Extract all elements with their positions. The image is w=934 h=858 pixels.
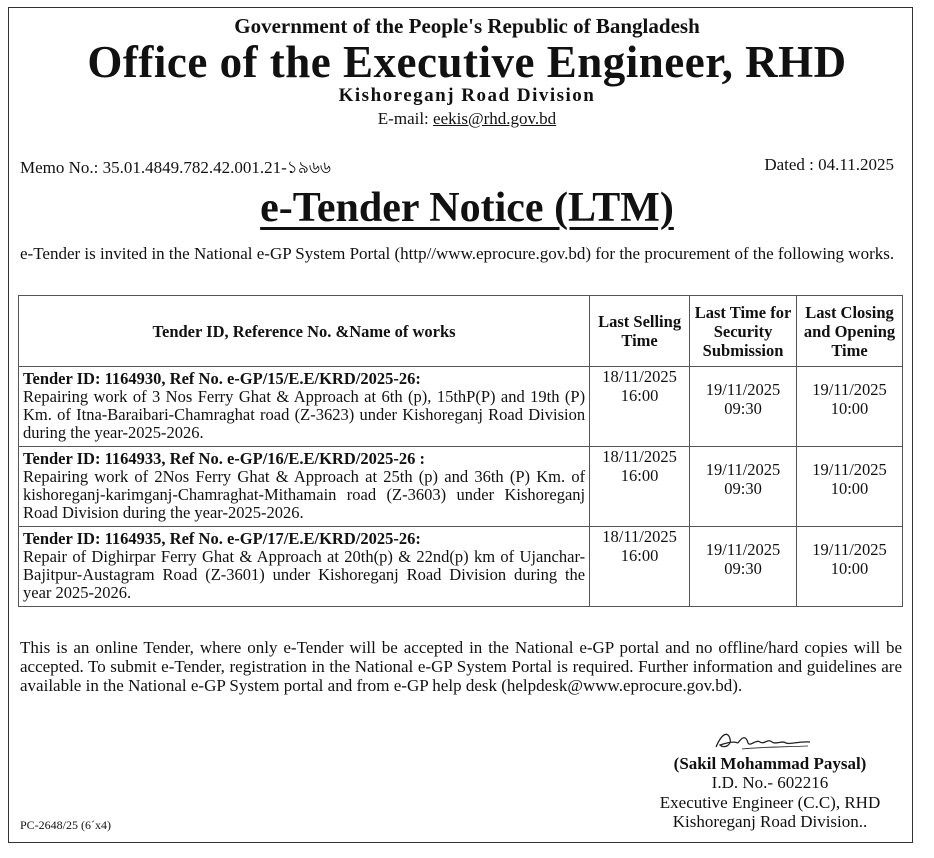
selling-time: 16:00	[620, 386, 659, 405]
selling-date: 18/11/2025	[602, 527, 677, 546]
pc-code: PC-2648/25 (6ˊx4)	[20, 818, 111, 832]
table-row	[19, 447, 903, 527]
office-title: Office of the Executive Engineer, RHD	[87, 37, 847, 87]
header-closing: Last Closing and Opening Time	[797, 296, 903, 367]
header-work: Tender ID, Reference No. &Name of works	[19, 296, 590, 367]
tender-id: Tender ID: 1164930, Ref No. e-GP/15/E.E/KRD/2025-26:	[23, 369, 421, 388]
header-selling: Last Selling Time	[590, 296, 690, 367]
table-row	[19, 367, 903, 447]
work-cell	[19, 367, 590, 447]
table-row	[19, 527, 903, 607]
header-security: Last Time for Security Submission	[690, 296, 797, 367]
selling-time-cell	[590, 447, 690, 527]
work-cell	[19, 527, 590, 607]
signature-image	[712, 725, 822, 755]
selling-date: 18/11/2025	[602, 447, 677, 466]
table-header-row	[19, 296, 903, 367]
selling-time: 16:00	[620, 466, 659, 485]
selling-date: 18/11/2025	[602, 367, 677, 386]
memo-date: Dated : 04.11.2025	[764, 155, 894, 174]
closing-date: 19/11/2025	[812, 380, 887, 399]
security-time: 09:30	[724, 559, 762, 578]
email-label: E-mail:	[377, 109, 434, 128]
closing-time: 10:00	[830, 559, 869, 578]
selling-time-cell	[590, 527, 690, 607]
email-link[interactable]: eekis@rhd.gov.bd	[433, 109, 557, 128]
closing-time-cell	[797, 447, 903, 527]
signatory-division: Kishoreganj Road Division..	[672, 812, 868, 831]
closing-date: 19/11/2025	[812, 540, 887, 559]
notice-title	[0, 183, 934, 233]
closing-time: 10:00	[830, 399, 869, 418]
government-heading: Government of the People's Republic of Bangladesh	[234, 14, 700, 38]
security-time: 09:30	[724, 399, 762, 418]
security-time-cell	[690, 527, 797, 607]
closing-time: 10:00	[830, 479, 869, 498]
memo-number: Memo No.: 35.01.4849.782.42.001.21-১৯৬৬	[20, 158, 331, 177]
intro-paragraph: e-Tender is invited in the National e-GP System Portal (http//www.eprocure.gov.bd) for the procurement of the following works.	[20, 244, 895, 263]
security-date: 19/11/2025	[705, 460, 781, 479]
tender-id: Tender ID: 1164933, Ref No. e-GP/16/E.E/KRD/2025-26 :	[23, 449, 425, 468]
selling-time-cell	[590, 367, 690, 447]
work-description: Repairing work of 2Nos Ferry Ghat & Approach at 25th (p) and 36th (P) Km. of kishoreganj-karimganj-Chamraghat-Mithamain road (Z-3603) under Kishoreganj Road Division during the year-2025-2026.	[23, 467, 586, 522]
work-description: Repairing work of 3 Nos Ferry Ghat & Approach at 6th (p), 15thP(P) and 19th (P) Km. of Itna-Baraibari-Chamraghat road (Z-3623) under Kishoreganj Road Division during the year-2025-2026.	[23, 387, 586, 442]
tender-table	[18, 295, 903, 607]
selling-time: 16:00	[620, 546, 659, 565]
work-description: Repair of Dighirpar Ferry Ghat & Approach at 20th(p) & 22nd(p) km of Ujanchar-Bajitpur-Austagram Road (Z-3601) under Kishoreganj Road Division during the year 2025-2026.	[23, 547, 586, 602]
closing-time-cell	[797, 527, 903, 607]
email-line	[0, 109, 934, 129]
security-time-cell	[690, 367, 797, 447]
division-subtitle: Kishoreganj Road Division	[338, 85, 596, 106]
signatory-name: (Sakil Mohammad Paysal)	[673, 754, 867, 773]
notice-title-text: e-Tender Notice (LTM)	[260, 185, 674, 231]
signatory-id: I.D. No.- 602216	[711, 773, 829, 792]
security-time-cell	[690, 447, 797, 527]
signatory-designation: Executive Engineer (C.C), RHD	[659, 793, 881, 812]
closing-time-cell	[797, 367, 903, 447]
security-date: 19/11/2025	[705, 380, 781, 399]
closing-date: 19/11/2025	[812, 460, 887, 479]
tender-id: Tender ID: 1164935, Ref No. e-GP/17/E.E/KRD/2025-26:	[23, 529, 421, 548]
work-cell	[19, 447, 590, 527]
security-time: 09:30	[724, 479, 762, 498]
footer-paragraph: This is an online Tender, where only e-Tender will be accepted in the National e-GP portal and no offline/hard copies will be accepted. To submit e-Tender, registration in the National e-GP System Portal is required. Further information and guidelines are available in the National e-GP System portal and from e-GP help desk (helpdesk@www.eprocure.gov.bd).	[20, 638, 902, 695]
security-date: 19/11/2025	[705, 540, 781, 559]
